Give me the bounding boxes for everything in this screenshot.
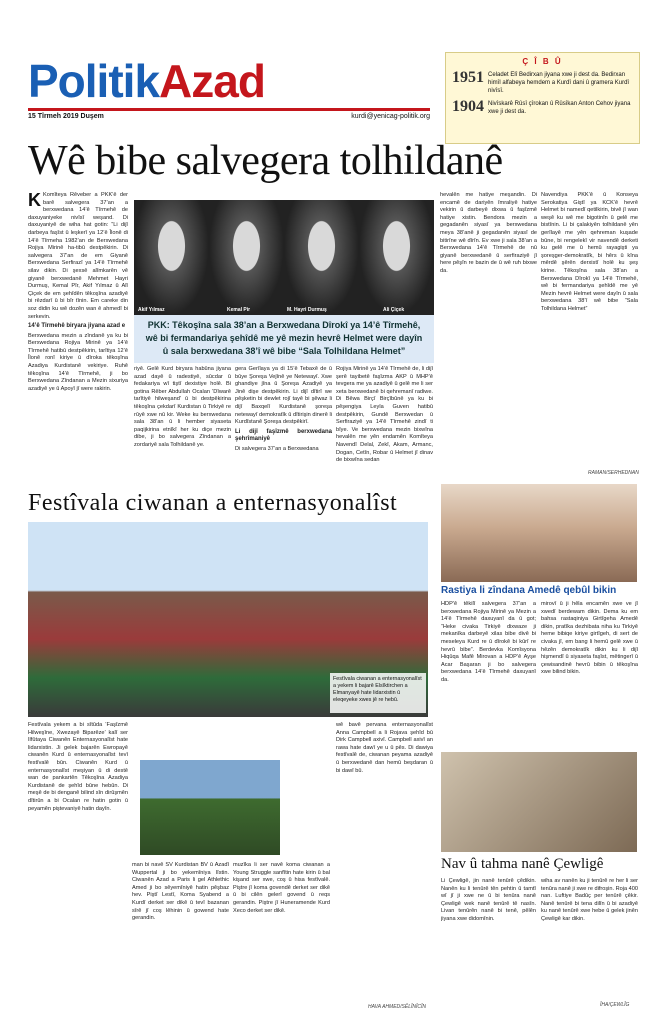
festival-headline: Festîvala ciwanan a enternasyonalîst — [28, 490, 398, 516]
bread-source: ÎHA/ÇEWLÎG — [600, 1002, 630, 1008]
prison-col2: mirovî û ji hêla encamên xwe ve jî xwedî berdewam dikin. Dema ku em bahsa rastaqiniya Girtîgeha Amedê dikin, pratîka dezhibata niha ku Tirkiyê heme bibiqe kiriye girtîgeh, di sert de civaka jî, em bang li hemû gelê xwe û hêzên demokratîk dikin ku li dijî hişmendî û siyaseta faşîst, mêtingerî û çewisandinê hevrû bibin û têkoşîna xwe bilind bikin. — [541, 601, 638, 676]
martyrs-photo — [134, 200, 434, 315]
festival-col4: wê bavê pervana enternasyonalîst Anna Campbell a li Rojava şehîd bû Dirk Campbell axivî. Campbell axivî an rawa hate dawî ye u û pês. Di dawiya festîvalê de, ciwanan peyama azadiyê û berxwedanê dan hemû beşdaran û bi dawî bû. — [336, 722, 433, 774]
cibu-item: 1951 Celadet Elî Bedirxan jiyana xwe ji dest da. Bedirxan himîl alfabeya hemdem a Kurdî dani û gramera Kurdî nivîsî. — [452, 69, 630, 95]
main-article-col5: hevalên me hatiye meşandin. Di encamê de dariyên îmraliyê hatiye vekirin û darbeyê dixwa û faşîzmê hatiye xistin. Bendora mezin a gegadanên siyasî ya berxwedana meya 38’anê ji gegadanên siyasî de bitirîne wê dîrîn. Ev xwe ji sala 38’an a Berxwedana 14’ê Tîrmehê de nû giyanê berxwedanê û serfiraziyê jî here pêşîn re bazin de û wê ruh bixwe da. — [440, 192, 537, 274]
pkk-quote-banner: PKK: Têkoşîna sala 38’an a Berxwedana Dîrokî ya 14’ê Tîrmehê, wê bi fermandariya şehîdê me yê mezin hevrê Helmet were dayîn û sala berxwedana 38’î wê bibe “Sala Tolhildana Helmet” — [134, 315, 434, 363]
main-article-col6: Navendiya PKK’ê û Konseya Serokatiya Giştî ya KCK’ê hevrê Helmet bi namedî qetilkirin, bivê jî wan weşê ku wê me bigotinîn û gelê me bistînin. Li bi çalakiyên tolhildanê yên gerîlayê me yên qehreman kuşade bûne, bi rengelekî vir navendê derketi ku gelê me û hemû rayagişti ya şoreşger-demokratîk, bi hêrs û kîna mêrdê şêrên derxistî holê ku şeş kirine. Têkoşîna sala 38’an a Berxwedana Dîrokî ya 14’ê Tîrmehê, wê bi fermandariya şehîdê me yê Mezin hevrê Helmet were dayîn û sala berxwedana 38’î wê bibe “Sala Tolhildana Helmet” — [541, 192, 638, 312]
main-article-col1: K Komîteya Rêveber a PKK’ê der barê salvegera 37’an a berxwedana 14’ê Tîrmehê de daxuyaniyeke nivîsî weşand. Di daxuyaniyê de wiha hat gotin: “Li dijî darbeya faşîst û leşkerî ya 12’ê Îlonê di 14’ê Tîrmeha 1982’an de Berxwedana Rojiya Mirinê ha-tibû destpêkirin. Di salvegera 37’an de em Giyanê Berxwedana Serfirazî ya 14’ê Tîrmehê silav dikin. Di şexsê alîmkarên vê giyanê berxwedanê Mehmet Hayri Durmuş, Kemal Pîr, Akif Yılmaz û Alî Çiçek de em şehîdên têkoşîna azadiyê bi rêzdarî û bi bîr tînin. Em careke din soz didin ku wê dozên wan ê ahmedî bi serkevin. 14’ê Tîrmehê biryara jiyana azad e Berxwedana mezin a zîndanê ya ku bi Berxwedana Rojiya Mirinê ya 14’ê Tîrmehê hatibû destpêkirin, tarîtiya 12’ê Îlonê ronî kiriye û dîroka têkoşîna Azadiya Kurdistanê vekiriye. Ruhê têkoşîna 14’ê Tîrmehê, ji bo Berxwedana Zîndanan a Mezin sixuriya azadiyê ye û Apoyî jî were rakirin. — [28, 192, 128, 392]
masthead-rule — [28, 108, 430, 111]
issue-date: 15 Tîrmeh 2019 Duşem — [28, 113, 104, 120]
cibu-box — [445, 52, 640, 144]
subheading: 14’ê Tîrmehê biryara jiyana azad e — [28, 323, 126, 330]
prison-headline: Rastiya li zîndana Amedê qebûl bikin — [441, 585, 617, 596]
bread-col1: Li Çewligê, jin nanê tenûrê çêdikin. Nanên ku li tenûrê tên pehtin û tamtî wî jî ji xwe ne û bi tenûra nanê Çewligê wek nanê tenûrê tê nasîn. Livan tenûrên nanê bi tenê, pêlên jiyana xwe didomînin. — [441, 878, 536, 922]
festival-col1: Festîvala yekem a bi sîtûda ‘Faşîzmê Hilweşîne, Xwezayê Biparêze’ kalî ser Ilfûtaya Ciwanên Enternasyonalîst hate lidarxistin. Ji gelek bajarên Ewropayê ciwanên Kurd û enternasyonalîst tevî festîvalê bûn. Ciwanên Kurd û enternasyonalîst meşiyan û di destê wan de pankartên Têkoşîna Azadiya Kurdistanê de şehîd bûne hebûn. Di meşê de bi denganê bilind sîn dirûşmên dîtirûn a bi Ocalan re hatin gotin û peyamên piştevaniyê hatin dayîn. — [28, 722, 128, 812]
festival-col3: muzîka li ser navê koma ciwanan a Young Struggle sanfîtin hate kirin û bal kişand ser xwe, coş û hisa festîvalê. Piştre jî koma govendê derket ser dikê û bi cilên gelerî govend û reqs gerandin. Piştre jî Huneramende Kurd Xeco derket ser dikê. — [233, 862, 330, 914]
cibu-item: 1904 Nivîskarê Rûsî çîrokan û Rûsîkan Anton Cehov jiyana xwe ji dest da. — [452, 98, 631, 116]
main-article-col3: gera Gerîlaya ya di 15’ê Tebaxê de û bûye Şoreşa Vejînê ye Netewayî. Xwe ghandiye jîna û Şoreşa Azadiyê ya Jinê dişe destpêkirin. Li dijî dîtirî we pêşketin bi dewlet rojî tayê bi şêwaz li dijî Baxqelî Kurdistanê şoreşa netewayî demokratîk û dîtirişin dinerê li Kurdîstanê Şoreşa destpêkirî. Li dijî faşîzmê berxwedana şehrîmaniyê Di salvegera 37’an a Berxwedana — [235, 366, 332, 452]
bread-photo — [441, 752, 637, 852]
subheading: Li dijî faşîzmê berxwedana şehrîmaniyê — [235, 428, 332, 443]
bread-headline: Nav û tahma nanê Çewligê — [441, 856, 604, 872]
prison-photo — [441, 484, 637, 582]
festival-photo-caption: Festîvala ciwanan a enternasyonalîst a yekem li bajarê Elsîktirchen a Elmanyayê hate lidarxistin û eleqeyeke xwes jê re hebû. — [330, 673, 426, 713]
cibu-title: Ç Î B Û — [522, 57, 563, 66]
contact-email: kurdi@yenicag-politik.org — [351, 113, 430, 120]
main-headline: Wê bibe salvegera tolhildanê — [28, 138, 503, 184]
portrait-image: Akif Yılmaz — [134, 200, 209, 315]
main-article-col2: riyê. Gelê Kurd biryara habûna jiyana azad dayê û radestiyê, sûcdar û fedakariya wî tiştî dexistiye holê. Bi gotina Rêber Abdullah Ocalan ‘Dîwarê tarîtiyê hilweşand’ û bi destpêkirina têkoşîna çekdarî Kurdistan û Tirkiyê re rûyê xwe nû kir. Weke ku berxwedana sala 38’an û li hember siyaseta paqijkirina etnîkî her ku diçe mezin dibe, ji bo salvegera Zîndanan a zordariyê sala Tolhildanê ye. — [134, 366, 231, 448]
festival-col2: man bi navê SV Kurdistan BV û Azadî Wuppertal ji bo yekemîniya lîstin. Ciwanên Azad a Paris li gel Athlethic Amed ji bo sêyemîniyê hatin pêşbaz hev. Piştî Lestî, Koma Syabend a Kurdî derket ser dikê û tevî bazanan sîrê jî coş lêhinin û gowend hate gerandin. — [132, 862, 229, 922]
prison-col1: HDP’ê têkilî salvegera 37’an a berxwedana Rojiya Mirinê ya Mezin a 14’ê Tîrmehê daxuyanî da û got; “Heke civaka Tirkiyê dixwaze ji mekanîka darbeyê xilas bibe divê bi meseleya Kurd re û dîrokê bi kûrî re hevrû bibe”. Berdevka Komîsyona Hiqûqa Mafê Mirovan a HDP’ê Ayşe Acar Başaran ji bo salvegera berxwedana 14’ê Tîrmehê daxuyanî da. — [441, 601, 536, 683]
main-article-col4: Rojiya Mirinê ya 14’ê Tîrmehê de, li dijî şerê tayibetê faşîzma AKP û MHP’ê tevgera me ya azadiyê û gelê me li ser xeta berxwedanê bi qehremanî radiwe. Di Bêwa Birçî Birçîbûnê ya ku bi pêşengiya Leyla Guven hatibû destpêkirin, Gundê Berxwedan û Serfiraziyê ya 14’ê Tîrmehê zindî ti bîye. Ve berxwedana mezin bixwîna hevalên me yên endamên Komîteya Navendî Delal, Zekî, Akam, Armanc, Dogan, Cetîn, Robar û Helmet jî dinav de bixwîna sedan — [336, 366, 433, 464]
article-source: RAMAN/SERHEDNAN — [588, 470, 639, 476]
masthead-logo: PolitikAzad — [28, 55, 265, 107]
portrait-image: Ali Çiçek — [359, 200, 434, 315]
festival-source: HAVA AHMED/SÊLÎNÎCÎN — [368, 1004, 426, 1010]
drop-cap: K — [28, 192, 41, 210]
masthead-dateline — [28, 113, 430, 120]
portrait-image: M. Hayri Durmuş — [284, 200, 359, 315]
bread-col2: wiha av nanên ku ji tenûrê re her li ser tenûra nanê ji xwe re difroşin. Roja 400 nan. Luftiye Badûç per tenûrê çêkir. Nanê tenûrê bi tena dilîn û bi azadiyê ku nanê tenûrê xwe hebe û gelek jinên Çewligê kar dikin. — [541, 878, 638, 922]
festival-stage-photo — [140, 760, 280, 855]
portrait-image: Kemal Pir — [209, 200, 284, 315]
